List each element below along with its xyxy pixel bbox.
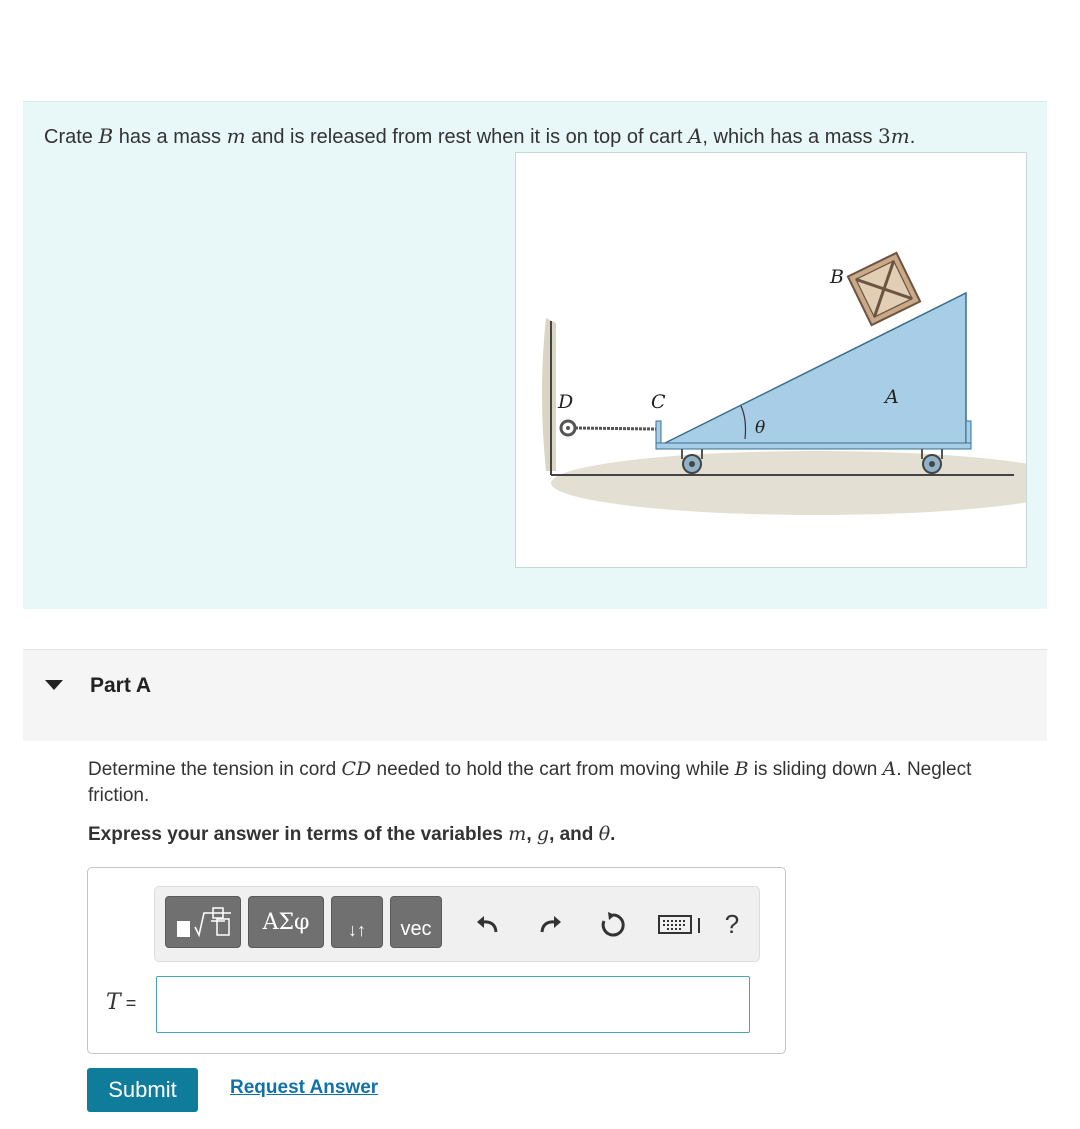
math-toolbar [154,886,760,962]
vector-label: vec [400,918,432,940]
answer-input[interactable] [156,976,750,1033]
anchor-d-pin [566,426,570,430]
cart-a-wedge [661,293,966,445]
request-answer-link[interactable]: Request Answer [230,1077,379,1098]
fraction-root-icon [173,905,233,939]
instruction-fragment: Express your answer in terms of the variables [88,824,509,845]
var-a: A [882,758,897,780]
vector-button[interactable] [390,896,442,948]
part-a-header[interactable] [23,649,1047,741]
question-fragment: Determine the tension in cord [88,759,342,780]
cart-crate-diagram [516,153,1026,567]
question-fragment: . Neglect friction. [88,759,972,806]
undo-icon[interactable] [468,905,508,943]
part-title: Part A [90,674,152,697]
var-b: B [734,758,749,780]
redo-icon[interactable] [530,905,570,943]
cart-base [656,443,971,449]
label-theta: θ [755,418,766,438]
crate-b [848,253,920,325]
var-cd: CD [341,758,372,780]
collapse-caret-icon[interactable] [45,680,63,690]
ground-shadow [551,451,1026,515]
equals-sign: = [120,993,137,1013]
question-fragment: is sliding down [748,759,883,780]
intro-text: and is released from rest when it is on top of cart [245,126,688,148]
question-fragment: needed to hold the cart from moving while [371,759,735,780]
submit-button[interactable]: Submit [87,1068,198,1112]
problem-panel [23,101,1047,609]
greek-symbols-button[interactable] [248,896,324,948]
problem-statement [44,124,915,149]
label-d: D [558,391,574,413]
help-button[interactable] [717,905,747,943]
var-m: m [226,124,246,148]
mass-coefficient: 3 [878,124,891,148]
intro-text: has a mass [113,126,227,148]
var-m: m [508,823,527,845]
intro-text: , which has a mass [702,126,879,148]
label-a: A [885,386,899,408]
var-t: T [106,990,121,1015]
answer-variable-label [106,989,136,1015]
keyboard-icon[interactable] [655,905,709,943]
label-c: C [651,391,666,413]
var-a: A [687,124,703,148]
problem-figure[interactable] [515,152,1027,568]
label-b: B [830,266,844,288]
var-m: m [890,124,910,148]
instruction-fragment: . [610,824,616,845]
answer-instruction [88,823,615,846]
question-text [88,756,1008,809]
wall-shadow [542,318,556,471]
var-g: g [536,823,550,845]
arrows-button[interactable] [331,896,383,948]
instruction-fragment: , and [549,824,599,845]
var-theta: θ [598,823,611,845]
rear-wheel-hub [929,461,935,467]
help-label: ? [724,908,740,939]
front-wheel-hub [689,461,695,467]
answer-area [87,867,786,1054]
reset-icon[interactable] [593,905,633,943]
cord-cd [575,428,656,429]
var-b: B [98,124,114,148]
arrows-label: ↓↑ [348,920,366,940]
instruction-fragment: , [526,824,537,845]
intro-text: . [909,126,916,148]
intro-text: Crate [44,126,99,148]
greek-symbols-label: ΑΣφ [262,909,310,935]
templates-button[interactable] [165,896,241,948]
